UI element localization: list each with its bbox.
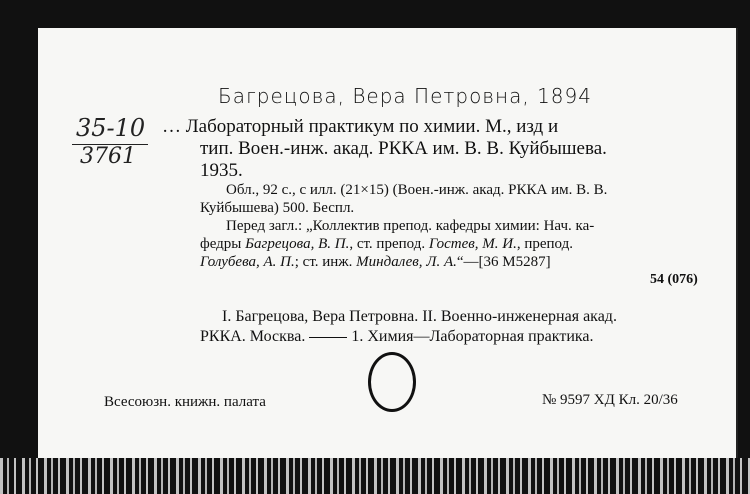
handwritten-heading: Багрецова, Вера Петровна, 1894 <box>218 84 592 108</box>
title-line-1: … Лабораторный практикум по химии. М., изд и <box>162 116 559 137</box>
title-line-3: 1935. <box>200 160 243 181</box>
stamp-mark <box>368 352 416 412</box>
tracing-line-2 <box>200 328 594 346</box>
shelfmark-bottom: 3761 <box>80 144 136 169</box>
footer-record-number: № 9597 ХД Кл. 20/36 <box>542 392 678 408</box>
dash-rule <box>309 337 347 338</box>
description-line-1: Обл., 92 с., с илл. (21×15) (Воен.-инж. акад. РККА им. В. В. <box>226 182 608 198</box>
tracing-line-1: I. Багрецова, Вера Петровна. II. Военно-инженерная акад. <box>222 308 617 325</box>
note-line-2 <box>200 236 573 253</box>
contributor-name: Миндалев, Л. А. <box>356 254 457 270</box>
note-text: “—[36 М5287] <box>456 254 551 270</box>
note-line-3 <box>200 254 551 271</box>
note-text: федры <box>200 236 246 252</box>
title-line-2: тип. Воен.-инж. акад. РККА им. В. В. Куйбышева. <box>200 138 607 159</box>
contributor-name: Голубева, А. П. <box>200 254 295 270</box>
shelfmark-top: 35-10 <box>76 114 146 142</box>
contributor-name: Гостев, М. И. <box>428 236 517 252</box>
note-text: , препод. <box>516 236 574 252</box>
description-line-2: Куйбышева) 500. Беспл. <box>200 200 355 216</box>
tracing-text: 1. Химия—Лабораторная практика. <box>351 328 594 345</box>
note-text: ; ст. инж. <box>294 254 357 270</box>
note-line-1: Перед загл.: „Коллектив препод. кафедры химии: Нач. ка- <box>226 218 595 234</box>
footer-publisher: Всесоюзн. книжн. палата <box>104 394 266 410</box>
card-bottom-strip <box>0 458 750 494</box>
note-text: , ст. препод. <box>349 236 429 252</box>
author-name: Багрецова, В. П. <box>245 236 350 252</box>
classification-index: 54 (076) <box>650 272 698 287</box>
tracing-text: РККА. Москва. <box>200 328 306 345</box>
